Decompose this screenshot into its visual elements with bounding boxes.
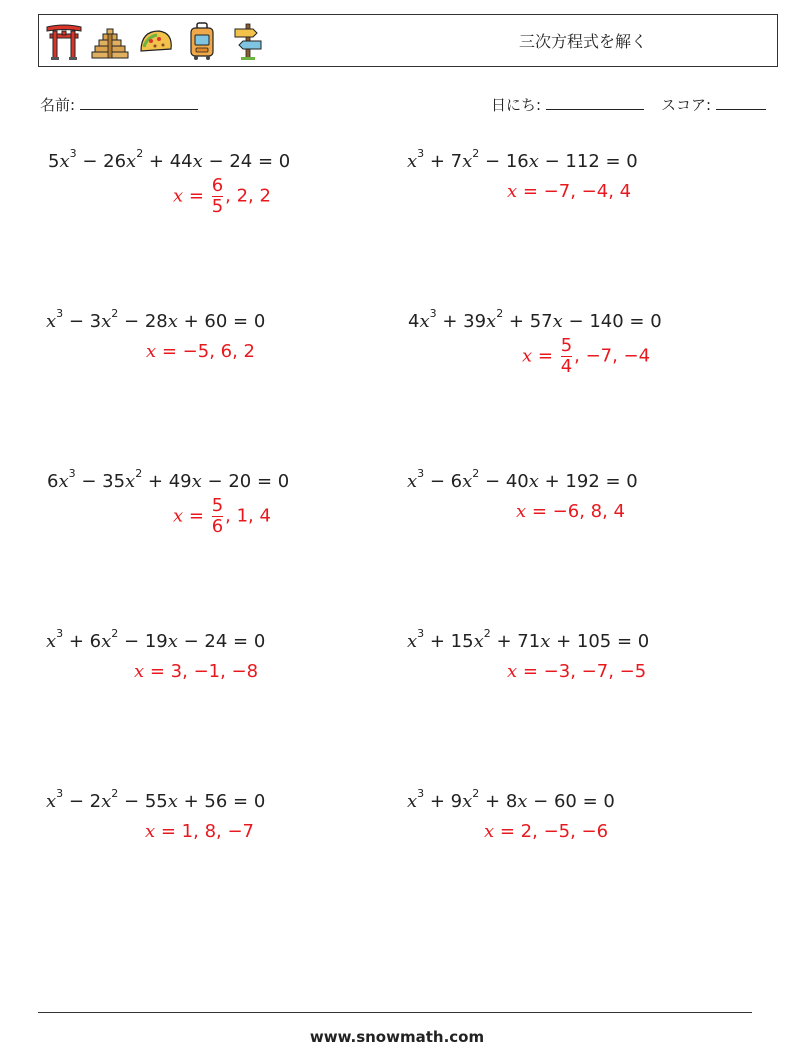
footer-divider xyxy=(38,1012,752,1013)
equation-7: $x^3 + 6x^2 - 19x - 24 = 0$ xyxy=(46,627,266,652)
header-icons xyxy=(45,21,267,61)
score-label: スコア: xyxy=(661,96,712,114)
answer-2: x = −7, −4, 4 xyxy=(507,181,632,202)
equation-4: $4x^3 + 39x^2 + 57x - 140 = 0$ xyxy=(408,307,662,332)
name-blank xyxy=(80,95,198,110)
answer-8: x = −3, −7, −5 xyxy=(507,661,647,682)
answer-3: x = −5, 6, 2 xyxy=(146,341,256,362)
signpost-icon xyxy=(229,21,267,61)
name-field xyxy=(40,94,198,115)
equation-9: $x^3 - 2x^2 - 55x + 56 = 0$ xyxy=(46,787,266,812)
answer-9: x = 1, 8, −7 xyxy=(145,821,255,842)
answer-5: x = $\frac{5}{6}$ , 1, 4 xyxy=(173,495,271,537)
footer-url[interactable]: www.snowmath.com xyxy=(309,1028,485,1046)
header-box xyxy=(38,14,778,67)
equation-1: $5x^3 - 26x^2 + 44x - 24 = 0$ xyxy=(48,147,291,172)
equation-8: $x^3 + 15x^2 + 71x + 105 = 0$ xyxy=(407,627,650,652)
answer-1: x = $\frac{6}{5}$ , 2, 2 xyxy=(173,175,271,217)
luggage-icon xyxy=(183,21,221,61)
equation-5: $6x^3 - 35x^2 + 49x - 20 = 0$ xyxy=(47,467,290,492)
pyramid-icon xyxy=(91,21,129,61)
score-field xyxy=(661,94,766,115)
name-label: 名前: xyxy=(40,96,76,114)
answer-4: x = $\frac{5}{4}$ , −7, −4 xyxy=(522,335,651,377)
score-blank xyxy=(716,95,766,110)
date-label: 日にち: xyxy=(491,96,542,114)
equation-10: $x^3 + 9x^2 + 8x - 60 = 0$ xyxy=(407,787,615,812)
equation-3: $x^3 - 3x^2 - 28x + 60 = 0$ xyxy=(46,307,266,332)
answer-7: x = 3, −1, −8 xyxy=(134,661,259,682)
date-field xyxy=(491,94,644,115)
answer-10: x = 2, −5, −6 xyxy=(484,821,609,842)
equation-6: $x^3 - 6x^2 - 40x + 192 = 0$ xyxy=(407,467,638,492)
equation-2: $x^3 + 7x^2 - 16x - 112 = 0$ xyxy=(407,147,638,172)
worksheet-title: 三次方程式を解く xyxy=(519,32,648,51)
date-blank xyxy=(546,95,644,110)
torii-gate-icon xyxy=(45,21,83,61)
answer-6: x = −6, 8, 4 xyxy=(516,501,626,522)
taco-icon xyxy=(137,21,175,61)
